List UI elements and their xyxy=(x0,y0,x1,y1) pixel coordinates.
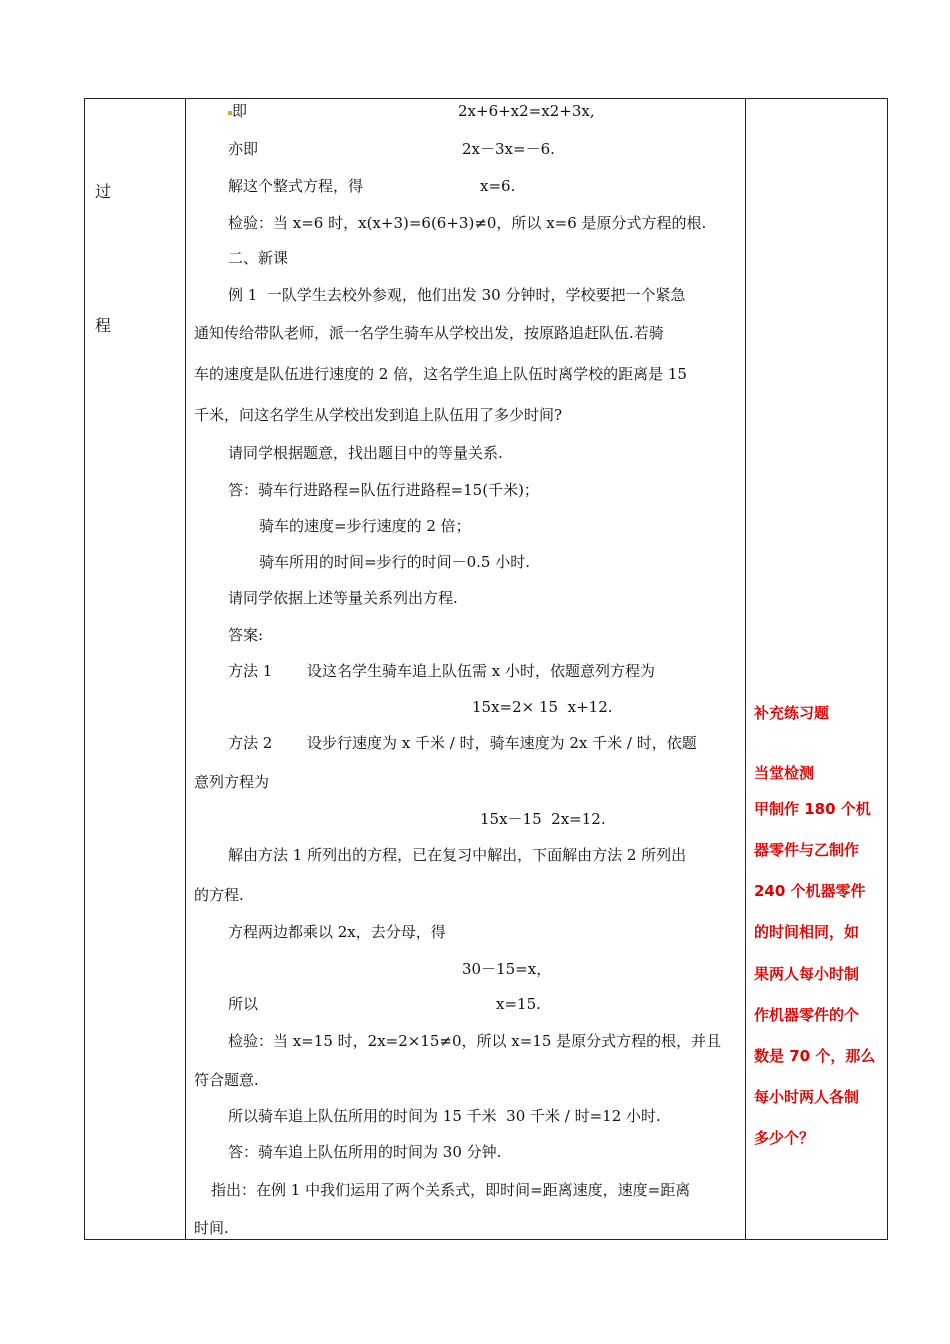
text-line: 答：骑车追上队伍所用的时间为 30 分钟. xyxy=(228,1143,502,1161)
text-line: 的方程. xyxy=(194,886,244,904)
method-label: 方法 2 xyxy=(228,734,273,752)
text-line: 时间. xyxy=(194,1219,229,1237)
text-line: 车的速度是队伍进行速度的 2 倍，这名学生追上队伍时离学校的距离是 15 xyxy=(194,365,687,383)
section-heading: 二、新课 xyxy=(228,249,289,267)
side-text-line: 数是 70 个，那么 xyxy=(754,1047,876,1065)
text-line: 检验：当 x=15 时，2x=2×15≠0，所以 x=15 是原分式方程的根，并且 xyxy=(228,1032,722,1050)
side-text-line: 的时间相同，如 xyxy=(754,923,860,941)
text-line: 千米，问这名学生从学校出发到追上队伍用了多少时间? xyxy=(194,406,563,424)
text-line: 所以 xyxy=(228,995,259,1013)
text-line: 答案: xyxy=(228,626,264,644)
text-line: 骑车的速度=步行速度的 2 倍； xyxy=(259,517,471,535)
text-line: 请同学依据上述等量关系列出方程. xyxy=(228,589,458,607)
label-cheng: 程 xyxy=(95,316,112,335)
text-line: 通知传给带队老师，派一名学生骑车从学校出发，按原路追赶队伍.若骑 xyxy=(194,324,664,342)
side-text-line: 240 个机器零件 xyxy=(754,882,866,900)
side-text-line: 多少个？ xyxy=(754,1129,815,1147)
text-line: 意列方程为 xyxy=(194,773,270,791)
label-guo: 过 xyxy=(95,182,112,201)
text-line: 即 xyxy=(232,102,248,120)
equation: x=15. xyxy=(496,995,541,1013)
text-line: 请同学根据题意，找出题目中的等量关系. xyxy=(228,444,503,462)
text-line: 骑车所用的时间=步行的时间－0.5 小时. xyxy=(259,553,530,571)
text-line: 亦即 xyxy=(228,140,259,158)
text-line: 答：骑车行进路程=队伍行进路程=15(千米)； xyxy=(228,481,539,499)
side-text-line: 作机器零件的个 xyxy=(754,1006,860,1024)
equation: 15x－15 2x=12. xyxy=(480,810,606,828)
equation: 2x+6+x2=x2+3x, xyxy=(458,102,595,120)
text-line: 指出：在例 1 中我们运用了两个关系式，即时间=距离速度，速度=距离 xyxy=(211,1181,691,1199)
text-line: 设这名学生骑车追上队伍需 x 小时，依题意列方程为 xyxy=(307,662,655,680)
equation: x=6. xyxy=(480,177,516,195)
side-text-line: 器零件与乙制作 xyxy=(754,841,860,859)
method-label: 方法 1 xyxy=(228,662,273,680)
text-line: 解由方法 1 所列出的方程，已在复习中解出，下面解由方法 2 所列出 xyxy=(228,846,687,864)
column-divider-right xyxy=(745,99,746,1239)
side-text-line: 果两人每小时制 xyxy=(754,965,860,983)
text-line: 所以骑车追上队伍所用的时间为 15 千米 30 千米 / 时=12 小时. xyxy=(228,1107,661,1125)
side-text-line: 每小时两人各制 xyxy=(754,1088,860,1106)
text-line: 例 1 一队学生去校外参观，他们出发 30 分钟时，学校要把一个紧急 xyxy=(228,286,686,304)
text-line: 方程两边都乘以 2x，去分母，得 xyxy=(228,923,446,941)
column-divider-left xyxy=(185,99,186,1239)
text-line: 符合题意. xyxy=(194,1071,259,1089)
text-line: 设步行速度为 x 千米 / 时，骑车速度为 2x 千米 / 时，依题 xyxy=(307,734,697,752)
text-line: 检验：当 x=6 时，x(x+3)=6(6+3)≠0，所以 x=6 是原分式方程的根. xyxy=(228,214,707,232)
side-text-line: 甲制作 180 个机 xyxy=(754,800,871,818)
side-heading-test: 当堂检测 xyxy=(754,764,815,782)
equation: 2x－3x=－6. xyxy=(462,140,555,158)
side-heading-practice: 补充练习题 xyxy=(754,704,830,722)
text-line: 解这个整式方程，得 xyxy=(228,177,364,195)
lesson-table xyxy=(84,98,888,1240)
equation: 15x=2× 15 x+12. xyxy=(472,698,613,716)
equation: 30－15=x， xyxy=(462,960,552,978)
